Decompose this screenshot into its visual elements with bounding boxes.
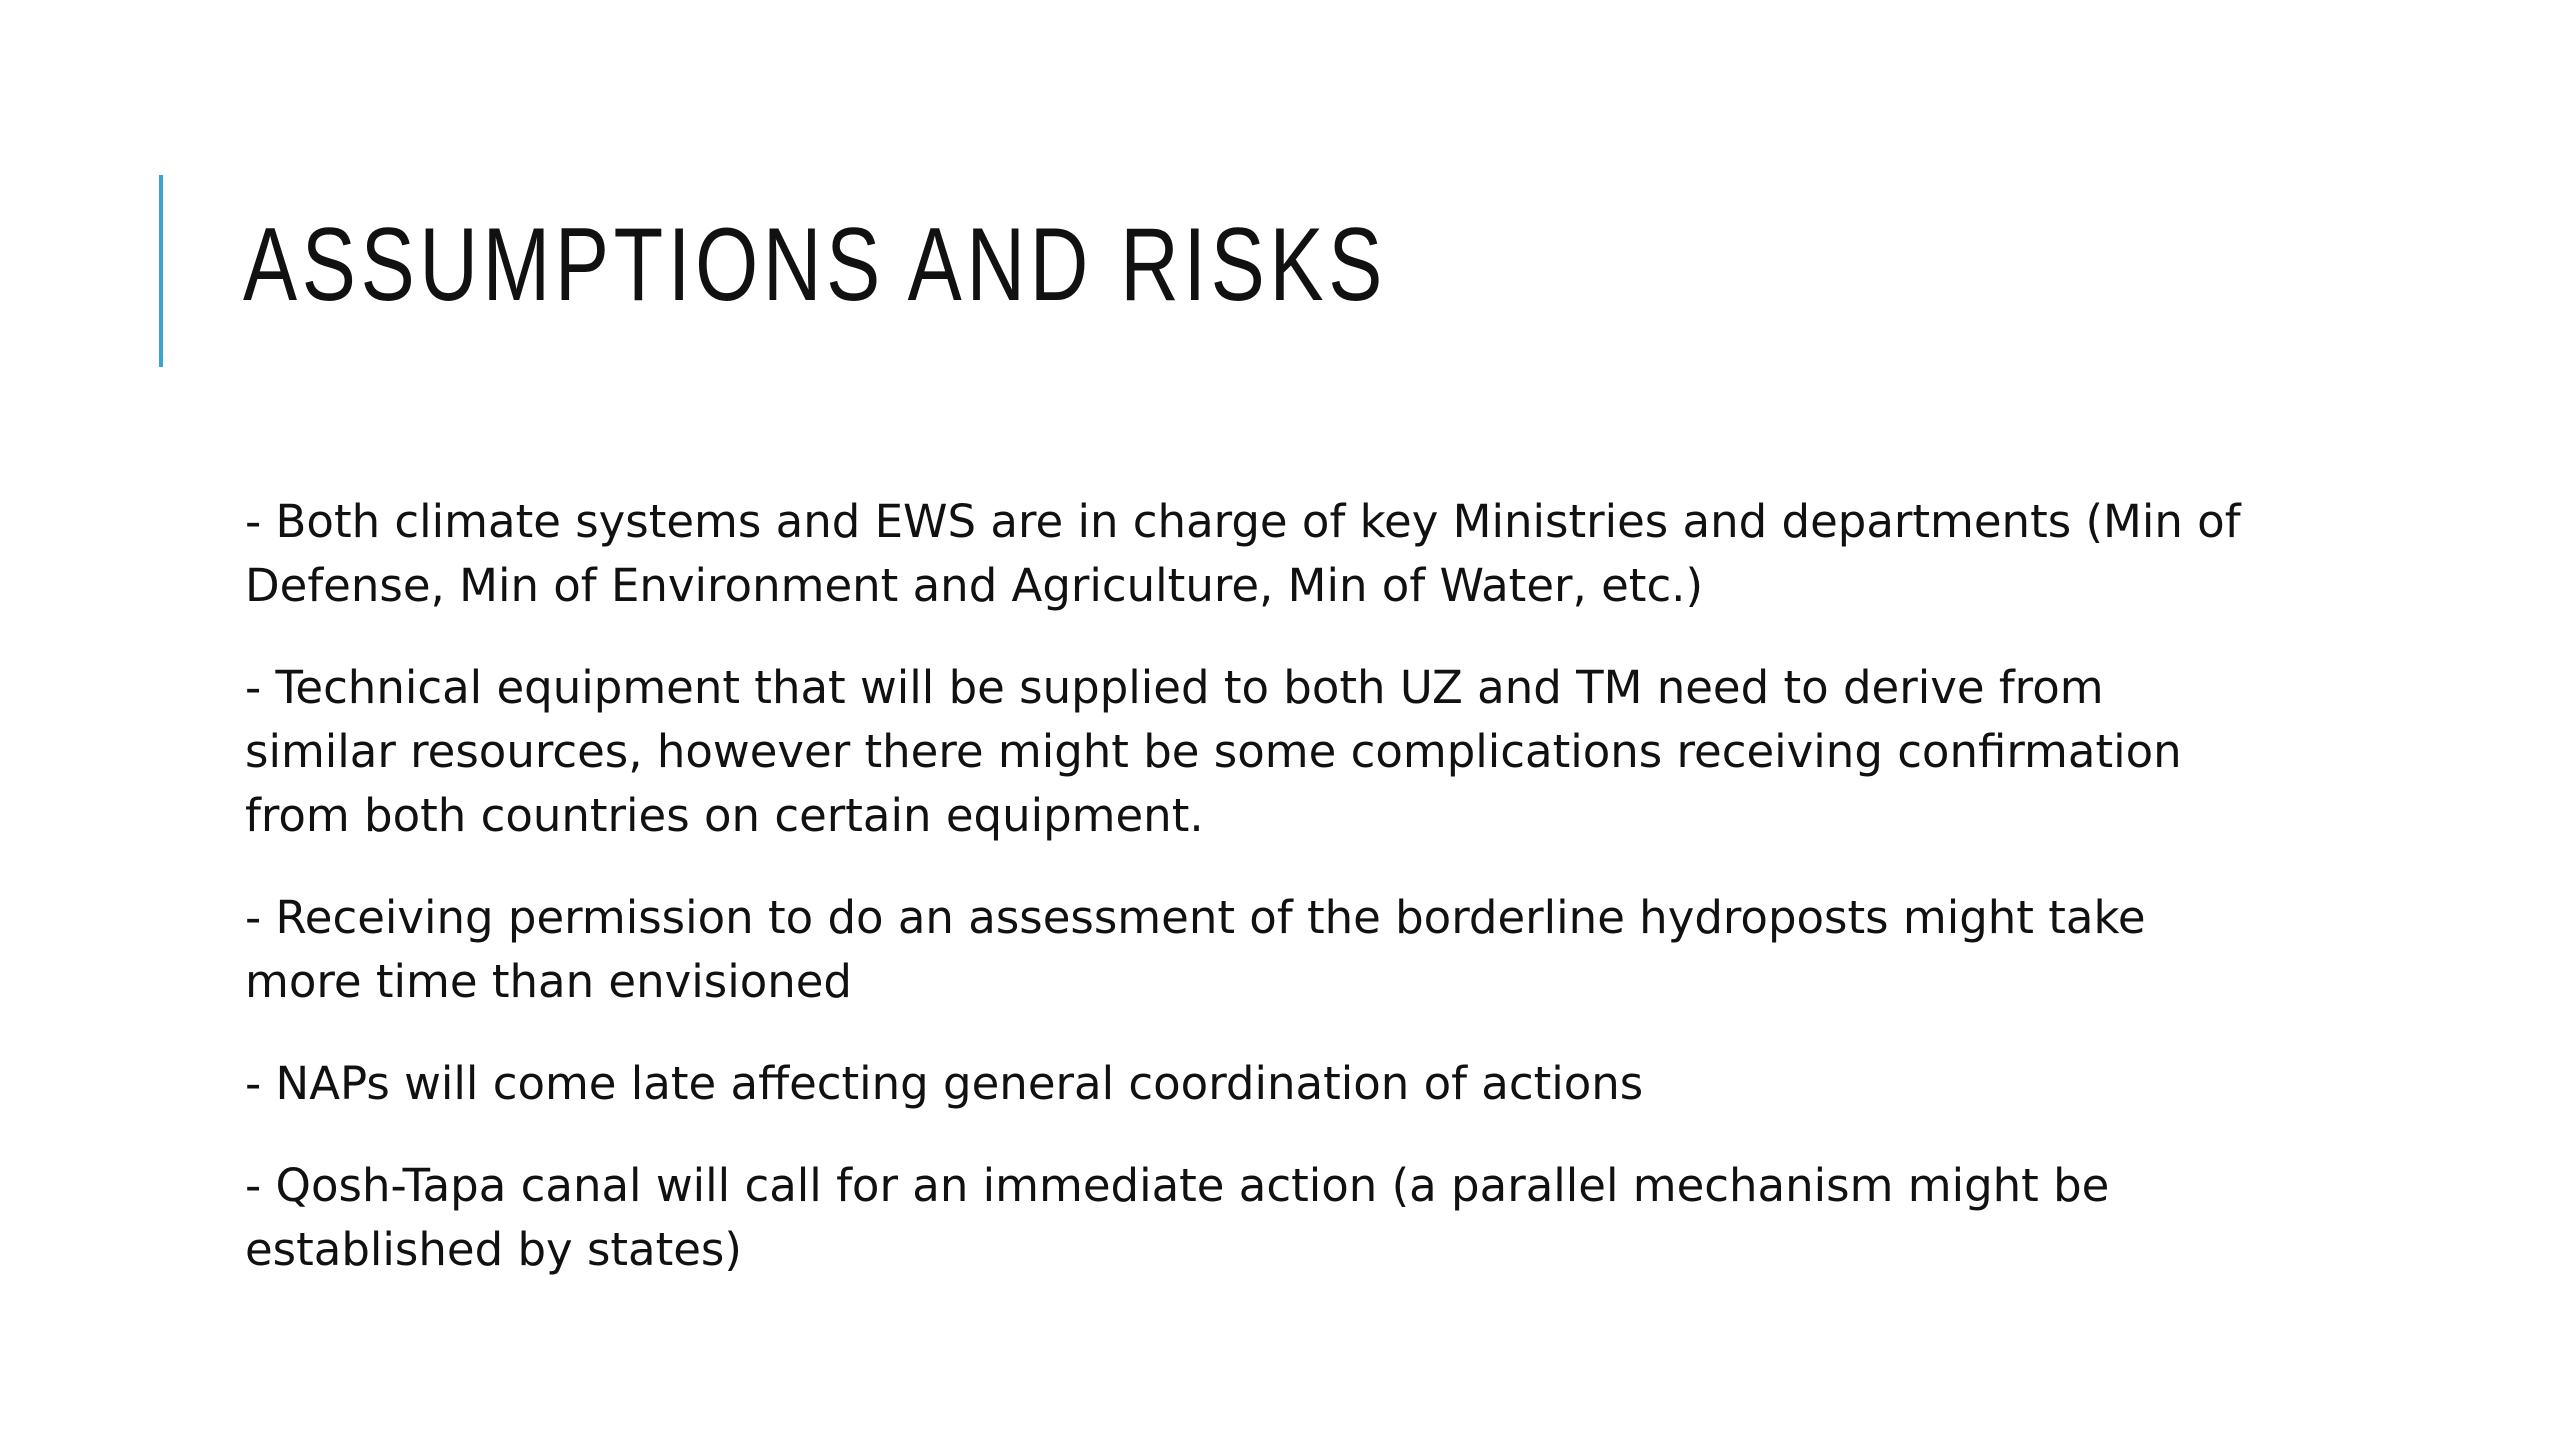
bullet-item: - Qosh-Tapa canal will call for an immediate action (a parallel mechanism might be established by states) (245, 1159, 2110, 1276)
bullet-item: - Receiving permission to do an assessment of the borderline hydroposts might take more time than envisioned (245, 891, 2146, 1008)
slide-title: ASSUMPTIONS AND RISKS (243, 207, 1388, 323)
bullet-item: - NAPs will come late affecting general coordination of actions (245, 1057, 1644, 1110)
bullet-item: - Technical equipment that will be supplied to both UZ and TM need to derive from similar resources, however there might be some complications receiving confirmation from both countries on certain equipment. (245, 661, 2182, 842)
bullet-item: - Both climate systems and EWS are in charge of key Ministries and departments (Min of Defense, Min of Environment and Agriculture, Min of Water, etc.) (245, 495, 2241, 612)
slide-body (245, 490, 2265, 1320)
title-accent-bar (159, 175, 163, 367)
